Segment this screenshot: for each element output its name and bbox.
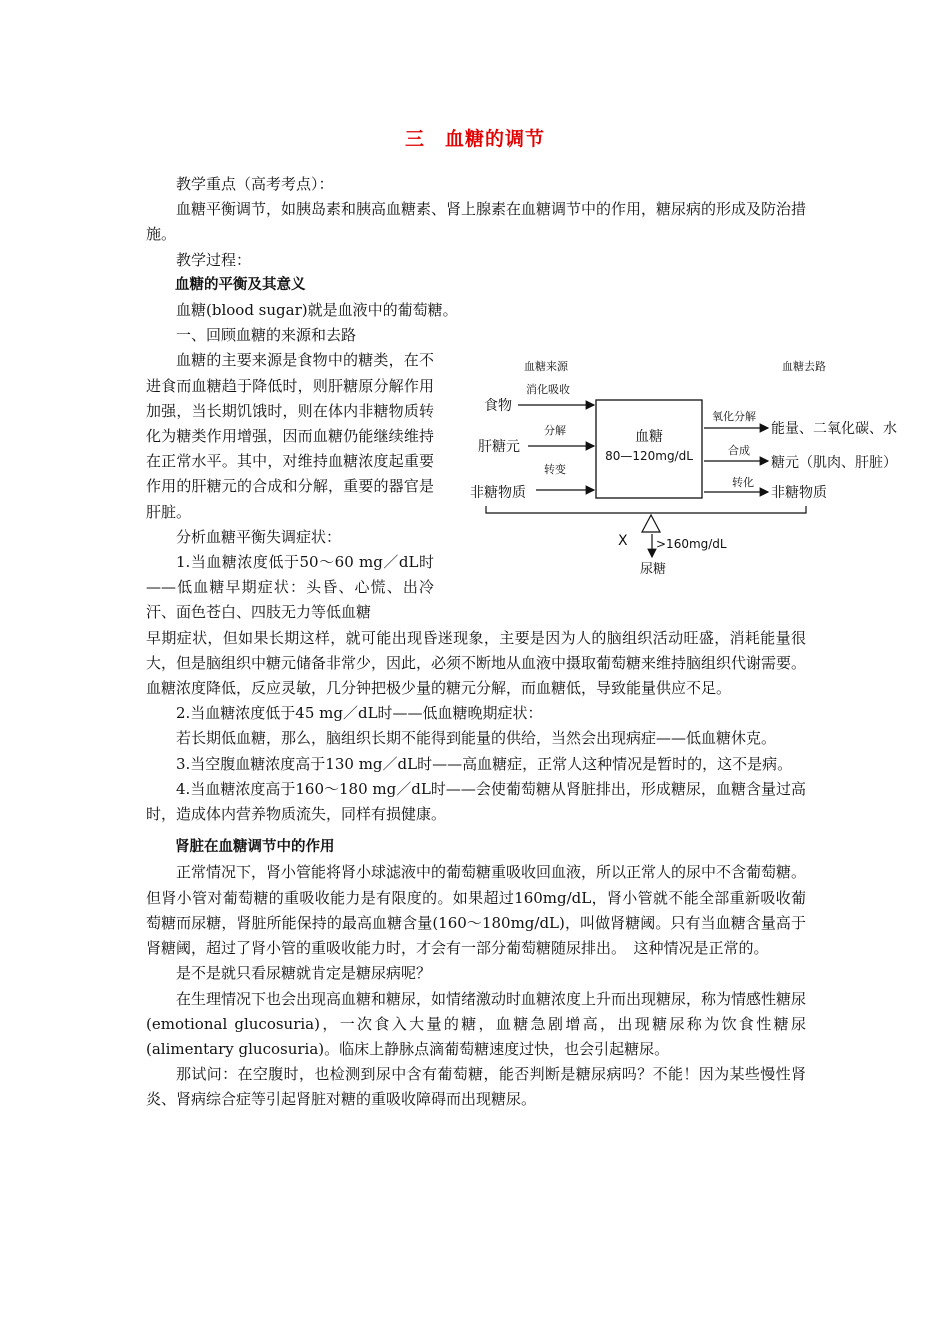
symptom-3: 3.当空腹血糖浓度高于130 mg／dL时——高血糖症，正常人这种情况是暂时的，这不是病。 xyxy=(176,754,793,773)
convert-out-label: 转化 xyxy=(732,476,754,489)
energy-label: 能量、二氧化碳、水 xyxy=(771,421,897,437)
urine-sugar-label: 尿糖 xyxy=(640,562,667,577)
glycogen-out-label: 糖元（肌肉、肝脏） xyxy=(771,455,897,471)
fasting-question: 那试问：在空腹时，也检测到尿中含有葡萄糖，能否判断是糖尿病吗？不能！因为某些慢性肾炎、肾病综合症等引起肾脏对糖的重吸收障碍而出现糖尿。 xyxy=(146,1065,806,1109)
symptom-2: 2.当血糖浓度低于45 mg／dL时——低血糖晚期症状： xyxy=(176,704,543,723)
symptom-2-detail: 若长期低血糖，那么，脑组织长期不能得到能量的供给，当然会出现病症——低血糖休克。 xyxy=(176,729,777,748)
section-heading-balance: 血糖的平衡及其意义 xyxy=(175,276,306,293)
dest-header: 血糖去路 xyxy=(782,360,826,373)
question-paragraph: 是不是就只看尿糖就肯定是糖尿病呢？ xyxy=(176,964,432,983)
symptom-4: 4.当血糖浓度高于160～180 mg／dL时——会使葡萄糖从肾脏排出，形成糖尿，血糖含量过高时，造成体内营养物质流失，同样有损健康。 xyxy=(146,779,806,824)
imbalance-intro: 分析血糖平衡失调症状： xyxy=(176,527,342,546)
digest-label: 消化吸收 xyxy=(526,383,570,396)
oxidize-label: 氧化分解 xyxy=(712,410,756,423)
sources-paragraph: 血糖的主要来源是食物中的糖类，在不进食而血糖趋于降低时，则肝糖原分解作用加强，当长期饥饿时，则在体内非糖物质转化为糖类作用增强，因而血糖仍能继续维持在正常水平。其中，对维持血糖浓度起重要作用的肝糖元的合成和分解，重要的器官是肝脏。 xyxy=(146,351,434,521)
nonsugar-in-label: 非糖物质 xyxy=(470,485,526,501)
fulcrum-triangle xyxy=(642,515,660,532)
section-heading-kidney: 肾脏在血糖调节中的作用 xyxy=(175,839,335,856)
symptom-1-start: 1.当血糖浓度低于50～60 mg／dL时——低血糖早期症状：头昏、心慌、出冷汗、面色苍白、四肢无力等低血糖 xyxy=(146,553,434,622)
teaching-focus-label: 教学重点（高考考点）： xyxy=(176,175,334,193)
page-title: 三 血糖的调节 xyxy=(404,128,545,150)
liver-glycogen-label: 肝糖元 xyxy=(478,439,520,455)
source-header: 血糖来源 xyxy=(524,360,568,373)
threshold-label: >160mg/dL xyxy=(656,537,727,551)
synthesize-label: 合成 xyxy=(728,444,750,457)
food-label: 食物 xyxy=(484,398,512,414)
nonsugar-out-label: 非糖物质 xyxy=(771,485,827,501)
teaching-focus-text: 血糖平衡调节，如胰岛素和胰高血糖素、肾上腺素在血糖调节中的作用，糖尿病的形成及防治措施。 xyxy=(146,200,807,244)
physiological-glucosuria: 在生理情况下也会出现高血糖和糖尿，如情绪激动时血糖浓度上升而出现糖尿，称为情感性糖尿(emotional glucosuria)，一次食入大量的糖，血糖急剧增高，出现糖尿称为饮食性糖尿(alimentary glucosuria)。临床上静脉点滴葡萄糖速度过快，也会引起糖尿。 xyxy=(146,989,807,1058)
review-sources-heading: 一、回顾血糖的来源和去路 xyxy=(176,326,357,345)
center-range: 80—120mg/dL xyxy=(605,449,693,463)
blood-sugar-diagram xyxy=(456,348,926,583)
blood-sugar-definition: 血糖(blood sugar)就是血液中的葡萄糖。 xyxy=(176,301,458,320)
kidney-paragraph: 正常情况下，肾小管能将肾小球滤液中的葡萄糖重吸收回血液，所以正常人的尿中不含葡萄糖。但肾小管对葡萄糖的重吸收能力是有限度的。如果超过160mg/dL，肾小管就不能全部重新吸收葡萄糖而尿糖，肾脏所能保持的最高血糖含量(160～180mg/dL)，叫做肾糖阈。只有当血糖含量高于肾糖阈，超过了肾小管的重吸收能力时，才会有一部分葡萄糖随尿排出。 这种情况是正常的。 xyxy=(146,863,807,958)
x-mark: X xyxy=(618,533,628,549)
symptom-1-continued: 早期症状，但如果长期这样，就可能出现昏迷现象，主要是因为人的脑组织活动旺盛，消耗能量很大，但是脑组织中糖元储备非常少，因此，必须不断地从血液中摄取葡萄糖来维持脑组织代谢需要。血糖浓度降低，反应灵敏，几分钟把极少量的糖元分解，而血糖低，导致能量供应不足。 xyxy=(146,628,807,698)
convert-in-label: 转变 xyxy=(544,463,566,476)
bracket-line xyxy=(486,506,806,513)
decompose-label: 分解 xyxy=(544,424,566,437)
teaching-process-label: 教学过程： xyxy=(176,250,252,269)
document-body xyxy=(146,172,806,1113)
center-label: 血糖 xyxy=(635,429,663,445)
